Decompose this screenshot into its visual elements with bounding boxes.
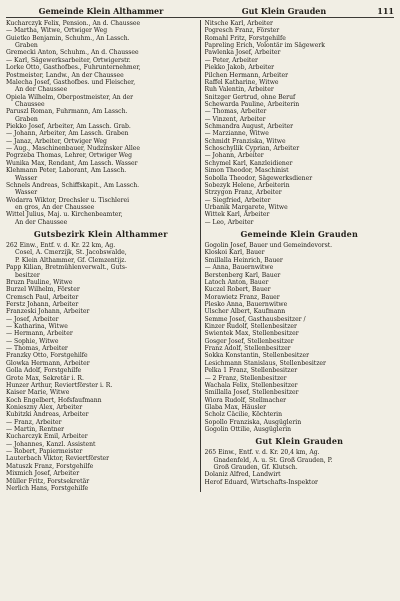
directory-line: — Katharina, Witwe <box>6 323 68 331</box>
right-entries-2 <box>205 242 395 433</box>
directory-line: Müller Fritz, Forstsekretär <box>6 477 90 485</box>
directory-line: Postmeister, Landw., An der Chaussee <box>6 71 124 79</box>
directory-line: Koch Engelbert, Hofsfaufmann <box>6 396 102 404</box>
directory-line: Kuczel Robert, Bauer <box>204 286 271 294</box>
directory-line: Pogresch Franz, Förster <box>204 27 280 35</box>
directory-line: Wittek Karl, Arbeiter <box>204 211 270 219</box>
page-number: 111 <box>377 6 394 16</box>
directory-line: Groß Grauden, Gf. Klutsch. <box>213 464 298 472</box>
directory-line: Papreling Erich, Volontär im Sägewerk <box>204 42 325 50</box>
directory-line: Sobolla Theodor, Sägewerksdiener <box>204 174 313 182</box>
section-title-left: Gutsbezirk Klein Althammer <box>33 229 168 240</box>
directory-line: Konieszny Alex, Arbeiter <box>6 403 83 411</box>
directory-line: Schnels Andreas, Schiffskapit., Am Lassch. <box>6 181 140 189</box>
directory-line: Franz Adolf, Stellenbesitzer <box>204 345 291 353</box>
directory-line: Ferstz Johann, Arbeiter <box>6 300 79 308</box>
directory-line: — Robert, Papiermeister <box>6 448 83 456</box>
directory-line: Wunika Max, Rendant, Am Lassch. Wasser <box>6 159 138 167</box>
directory-line: — Sophie, Witwe <box>6 337 59 345</box>
directory-line: Lesichmann Stanislaus, Stellenbesitzer <box>204 359 326 367</box>
directory-line: 262 Einw., Entf. v. d. Kr. 22 km, Ag. <box>6 242 116 250</box>
directory-line: Wasser <box>15 174 38 182</box>
directory-line: Burzel Wilhelm, Förster <box>6 286 80 294</box>
directory-line: — Thomas, Arbeiter <box>6 345 68 353</box>
directory-line: P. Klein Althammer, Gf. Clemzentijz. <box>15 256 127 264</box>
directory-line: Smillalla Josef, Stellenbesitzer <box>204 389 299 397</box>
directory-line: Wodarra Wiktor, Drechsler u. Tischlerei <box>6 196 130 204</box>
column-divider <box>200 20 201 492</box>
directory-line: Raffel Katharine, Witwe <box>204 78 279 86</box>
directory-line: Dolaniz Alfred, Landwirt <box>204 471 281 479</box>
directory-line: Paruszl Roman, Fuhrmann, Am Lassch. <box>6 108 128 116</box>
directory-line: Pilchen Hermann, Arbeiter <box>204 71 289 79</box>
directory-line: Kaiser Marie, Witwe <box>6 389 70 397</box>
directory-line: Pelka 1 Franz, Stellenbesitzer <box>204 367 298 375</box>
directory-line: Piekko Jakob, Arbeiter <box>204 64 275 72</box>
directory-line: Chaussee <box>15 100 45 108</box>
directory-line: — Johannes, Kanzl. Assistent <box>6 440 96 448</box>
directory-line: Piekko Josef, Arbeiter, Am Lassch. Grab. <box>6 123 131 131</box>
directory-line: — Johann, Arbeiter <box>204 152 264 160</box>
directory-line: Semme Josef, Gasthausbesitzer / <box>204 315 306 323</box>
directory-line: — Thomas, Arbeiter <box>204 108 267 116</box>
directory-line: Mixmich Josef, Arbeiter <box>6 470 80 478</box>
directory-line: Sobezyk Helene, Arbeiterin <box>204 181 290 189</box>
directory-line: Berstenberg Karl, Bauer <box>204 271 281 279</box>
directory-line: Plesko Anna, Bauernwitwe <box>204 300 288 308</box>
directory-line: — Anna, Bauernwitwe <box>204 264 274 272</box>
directory-line: Snitzger Gertrud, ohne Beruf <box>204 93 296 101</box>
directory-line: Schmidt Franziska, Witwe <box>204 137 286 145</box>
directory-line: Wachala Felix, Stellenbesitzer <box>204 381 298 389</box>
directory-line: Lauterbach Viktor, Reviertförster <box>6 455 110 463</box>
directory-line: Lorke Otto, Gasthofbes., Fuhrunternehmer, <box>6 64 141 72</box>
directory-line: Schymel Karl, Kanzleidiener <box>204 159 293 167</box>
header-rule <box>6 17 394 18</box>
directory-line: Wasser <box>15 189 38 197</box>
running-header <box>6 3 394 16</box>
directory-line: — Hermann, Arbeiter <box>6 330 73 338</box>
directory-line: Cosel, A. Cmerzijk, St. Jacobswalde, <box>15 249 127 257</box>
directory-line: — Siegfried, Arbeiter <box>204 196 271 204</box>
directory-line: Papp Kilian, Bretmühlenverwalt., Guts- <box>6 264 128 272</box>
directory-line: Pogrzeba Thomas, Lehrer, Ortwiger Weg <box>6 152 133 160</box>
directory-line: Kucharczyk Emil, Arbeiter <box>6 433 88 441</box>
directory-line: Cremsch Paul, Arbeiter <box>6 293 79 301</box>
directory-line: Sopollo Franziska, Ausgüglerin <box>204 418 302 426</box>
directory-line: Smillalla Heinrich, Bauer <box>204 256 283 264</box>
directory-line: Malecha Josef, Gasthofbes. und Fleischer, <box>6 78 136 86</box>
directory-line: Opiela Wilhelm, Oberpostmeister, An der <box>6 93 134 101</box>
directory-line: Gosger Josef, Stellenbesitzer <box>204 337 294 345</box>
directory-line: Sokka Konstantin, Stellenbesitzer <box>204 352 310 360</box>
directory-line: Ulscher Albert, Kaufmann <box>204 308 286 316</box>
directory-line: — Marzianne, Witwe <box>204 130 269 138</box>
right-entries <box>205 20 395 226</box>
left-entries-2 <box>6 242 196 492</box>
directory-line: Bruzn Pauline, Witwe <box>6 278 73 286</box>
directory-line: — Martha, Witwe, Ortwiger Weg <box>6 27 108 35</box>
directory-line: Wiora Rudolf, Stellmacher <box>204 396 287 404</box>
directory-line: Gogolin Ottilie, Ausgüglerin <box>204 426 292 434</box>
left-entries <box>6 20 196 226</box>
directory-line: Urbanik Margarete, Witwe <box>204 203 288 211</box>
directory-line: Klehmann Peter, Laborant, Am Lassch. <box>6 167 127 175</box>
directory-line: — Peter, Arbeiter <box>204 56 258 64</box>
columns <box>6 20 394 492</box>
directory-line: Franzeski Johann, Arbeiter <box>6 308 90 316</box>
directory-line: Graben <box>15 42 38 50</box>
directory-line: Strzygon Franz, Arbeiter <box>204 189 282 197</box>
directory-line: Graben <box>15 115 38 123</box>
directory-line: 265 Einw., Entf. v. d. Kr. 20,4 km, Ag. <box>204 449 320 457</box>
directory-line: Kloskoi Karl, Bauer <box>204 249 265 257</box>
directory-line: Guietko Benjamin, Schuhm., An Lassch. <box>6 34 130 42</box>
right-entries-3 <box>205 449 395 486</box>
directory-line: Gnadenfeld, A. u. St. Groß Grauden, P. <box>213 456 333 464</box>
directory-line: Hunzer Arthur, Reviertförster i. R. <box>6 381 113 389</box>
directory-line: An der Chaussee <box>15 86 68 94</box>
left-column <box>6 20 196 492</box>
directory-line: — 2 Franz, Stellenbesitzer <box>204 374 287 382</box>
directory-line: Franzky Otto, Forstgehilfe <box>6 352 88 360</box>
right-column <box>205 20 395 492</box>
header-right: Gut Klein Grauden <box>241 6 327 16</box>
directory-line: Schewarda Pauline, Arbeiterin <box>204 100 300 108</box>
section-title-right: Gemeinde Klein Grauden <box>240 229 358 240</box>
directory-line: — Johann, Arbeiter, Am Lassch. Graben <box>6 130 129 138</box>
directory-line: Pawlenka Josef, Arbeiter <box>204 49 281 57</box>
directory-line: Grote Max, Sekretär i. R. <box>6 374 84 382</box>
directory-line: Golla Adolf, Forstgehilfe <box>6 367 82 375</box>
directory-line: Morawietz Franz, Bauer <box>204 293 280 301</box>
directory-line: Herof Eduard, Wirtschafts-Inspektor <box>204 478 318 486</box>
directory-line: besitzer <box>15 271 40 279</box>
directory-line: — Martin, Rentner <box>6 426 65 434</box>
directory-line: — Vinzent, Arbeiter <box>204 115 266 123</box>
directory-line: Nitsche Karl, Arbeiter <box>204 20 273 27</box>
directory-line: Schoschyllik Cyprian, Arbeiter <box>204 145 300 153</box>
directory-line: Wittel Julius, Maj. u. Kirchenbeamter, <box>6 211 123 219</box>
directory-line: — Janaz, Arbeiter, Ortwiger Weg <box>6 137 107 145</box>
directory-line: Kubitzki Andreas, Arbeiter <box>6 411 89 419</box>
directory-line: Romahl Fritz, Forstgehilfe <box>204 34 286 42</box>
directory-line: — Leo, Arbeiter <box>204 218 254 226</box>
directory-line: — Franz, Arbeiter <box>6 418 62 426</box>
directory-line: Swientek Max, Stellenbesitzer <box>204 330 299 338</box>
directory-line: Scholz Cäcilie, Köchterin <box>204 411 283 419</box>
directory-line: Gremecki Anton, Schuhm., An d. Chaussee <box>6 49 139 57</box>
directory-line: Latoch Anton, Bauer <box>204 278 269 286</box>
directory-line: Nerlich Hans, Forstgehilfe <box>6 484 89 492</box>
directory-line: — Karl, Sägewerksarbeiter, Ortwigerstr. <box>6 56 131 64</box>
directory-line: — Aug., Maschinenbauer, Nudzinsker Allee <box>6 145 141 153</box>
directory-line: Kinzer Rudolf, Stellenbesitzer <box>204 323 297 331</box>
directory-line: Simon Theodor, Maschinist <box>204 167 289 175</box>
header-left: Gemeinde Klein Althammer <box>38 6 164 16</box>
directory-line: Gogolin Josef, Bauer und Gemeindevorst. <box>204 242 333 250</box>
directory-line: An der Chaussee <box>15 218 68 226</box>
directory-line: Glowka Hermann, Arbeiter <box>6 359 90 367</box>
directory-line: Glaba Max, Häusler <box>204 403 267 411</box>
directory-line: Schmandra August, Arbeiter <box>204 123 294 131</box>
directory-line: Matuszk Franz, Forstgehilfe <box>6 462 94 470</box>
section-title-right-2: Gut Klein Grauden <box>255 436 344 447</box>
directory-line: Kucharczyk Felix, Pension., An d. Chaussee <box>6 20 141 27</box>
directory-line: — Josef, Arbeiter <box>6 315 59 323</box>
directory-line: en gros, An der Chaussee <box>15 203 95 211</box>
directory-line: Ruh Valentin, Arbeiter <box>204 86 274 94</box>
